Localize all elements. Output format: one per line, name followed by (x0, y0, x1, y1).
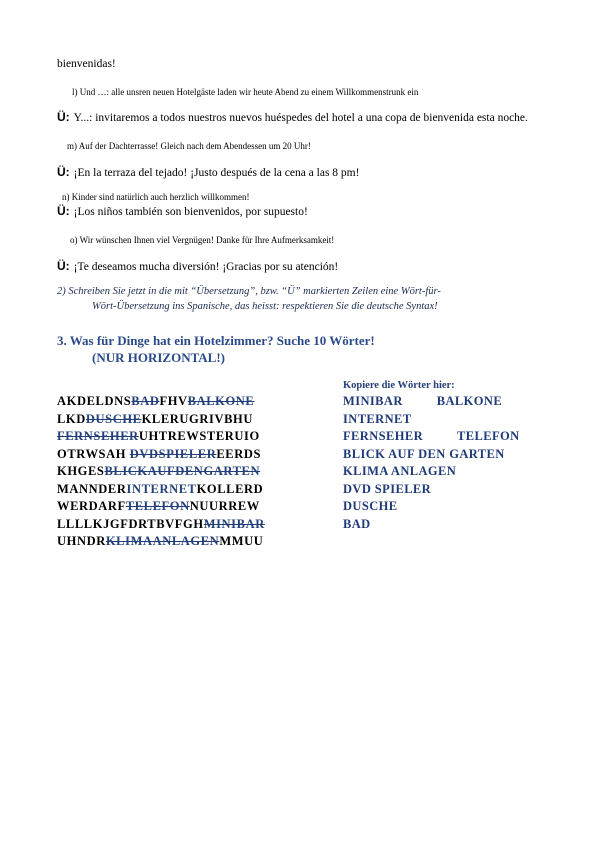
found-word: INTERNET (126, 481, 197, 496)
u-mark: Ü: (57, 165, 70, 179)
found-word-struck: DUSCHE (85, 411, 142, 426)
copied-word: TELEFON (457, 429, 520, 443)
instruction-line-1: 2) Schreiben Sie jetzt in die mit “Übersetzung”, bzw. “Ü” markierten Zeilen eine Wört-für- (57, 286, 441, 297)
u-mark: Ü: (57, 259, 70, 273)
grid-row (57, 498, 265, 516)
grid-letters: LLLLKJGFDRTBVFGH (57, 516, 204, 531)
copied-words-row (343, 498, 520, 516)
grid-row (57, 516, 265, 534)
answer-row-o (57, 259, 338, 273)
grid-row (57, 446, 265, 464)
grid-letters: OTRWSAH (57, 446, 130, 461)
found-word-struck: FERNSEHER (57, 429, 139, 443)
grid-letters: EERDS (216, 446, 262, 461)
grid-letters: WERDARF (57, 499, 126, 513)
word-search-grid (57, 393, 265, 551)
found-word-struck: MINIBAR (203, 516, 265, 531)
answer-m: ¡En la terraza del tejado! ¡Justo después de la cena a las 8 pm! (73, 167, 360, 179)
prompt-o: o) Wir wünschen Ihnen viel Vergnügen! Danke für Ihre Aufmerksamkeit! (70, 235, 335, 245)
copied-words-row (343, 428, 520, 446)
grid-row (57, 481, 265, 499)
found-word-struck: BLICKAUFDENGARTEN (104, 464, 261, 478)
copied-word: FERNSEHER (343, 429, 424, 443)
found-word-struck: BALKONE (187, 394, 255, 408)
grid-letters: KLERUGRIVBHU (141, 411, 253, 426)
grid-row (57, 533, 265, 551)
answer-row-l (57, 110, 528, 124)
grid-row (57, 428, 265, 446)
copy-heading: Kopiere die Wörter hier: (343, 380, 455, 391)
answer-row-m (57, 165, 359, 179)
found-word-struck: BAD (131, 394, 160, 408)
instruction-line-2: Wört-Übersetzung ins Spanische, das heisst: respektieren Sie die deutsche Syntax! (92, 301, 438, 312)
copied-words-row (343, 411, 520, 429)
u-mark: Ü: (57, 110, 70, 124)
copied-words-row (343, 446, 520, 464)
prompt-l: l) Und …: alle unsren neuen Hotelgäste laden wir heute Abend zu einem Willkommenstrunk ein (72, 87, 419, 97)
u-mark: Ü: (57, 204, 70, 218)
prompt-n: n) Kinder sind natürlich auch herzlich willkommen! (62, 192, 250, 202)
grid-letters: KOLLERD (196, 481, 264, 496)
grid-letters: UHTREWSTERUIO (138, 429, 260, 443)
grid-letters: FHV (159, 394, 188, 408)
found-word-struck: DVDSPIELER (129, 446, 217, 461)
prompt-m: m) Auf der Dachterrasse! Gleich nach dem Abendessen um 20 Uhr! (67, 141, 311, 151)
copied-word: MINIBAR (343, 394, 403, 408)
text-line-top: bienvenidas! (57, 58, 116, 70)
copied-word: INTERNET (343, 411, 412, 426)
copied-word: BLICK AUF DEN GARTEN (343, 446, 505, 461)
answer-o: ¡Te deseamos mucha diversión! ¡Gracias por su atención! (73, 261, 339, 273)
grid-row (57, 393, 265, 411)
grid-row (57, 463, 265, 481)
copied-words-row (343, 516, 520, 534)
grid-letters: MMUU (219, 534, 264, 548)
grid-letters: KHGES (57, 464, 105, 478)
section3-subtitle: (NUR HORIZONTAL!) (92, 350, 226, 365)
grid-row (57, 411, 265, 429)
answer-row-n (57, 204, 308, 218)
copied-word: KLIMA ANLAGEN (343, 464, 457, 478)
answer-n: ¡Los niños también son bienvenidos, por supuesto! (73, 206, 308, 218)
copied-words-row (343, 463, 520, 481)
grid-letters: UHNDR (57, 534, 106, 548)
found-word-struck: KLIMAANLAGEN (105, 534, 220, 548)
grid-letters: AKDELDNS (57, 394, 132, 408)
copied-word: DUSCHE (343, 499, 398, 513)
grid-letters: LKD (57, 411, 86, 426)
copied-word: DVD SPIELER (343, 481, 432, 496)
copied-words-row (343, 481, 520, 499)
answer-l: Y...: invitaremos a todos nuestros nuevos huéspedes del hotel a una copa de bienvenida esta noche. (73, 112, 528, 124)
copied-words-list (343, 393, 520, 533)
copied-word: BALKONE (436, 394, 503, 408)
found-word-struck: TELEFON (125, 499, 190, 513)
grid-letters: NUURREW (189, 499, 260, 513)
copied-words-row (343, 393, 520, 411)
grid-letters: MANNDER (57, 481, 127, 496)
copied-word: BAD (343, 516, 371, 531)
section3-title: 3. Was für Dinge hat ein Hotelzimmer? Suche 10 Wörter! (57, 333, 375, 348)
